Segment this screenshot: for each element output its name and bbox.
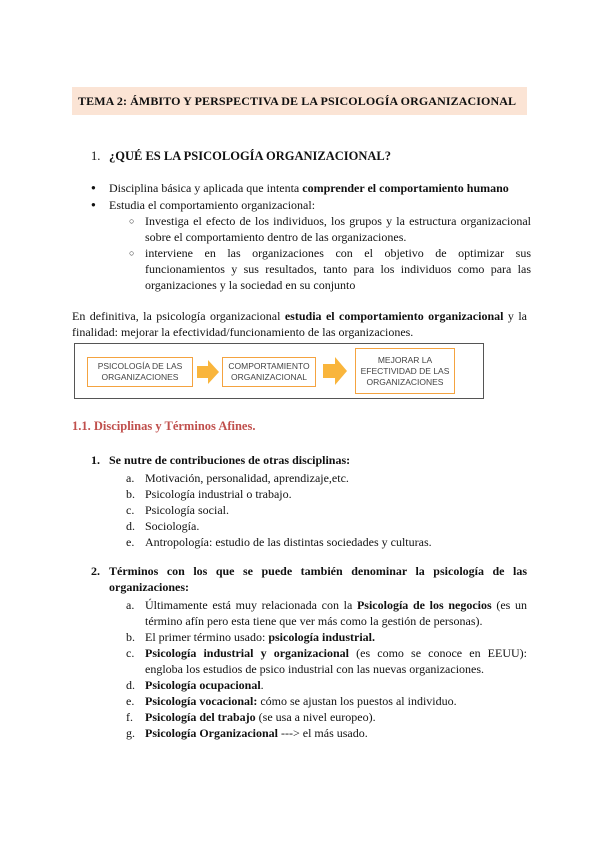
item-letter: d. [126,678,135,692]
item-bold: psicología industrial. [268,630,375,644]
flow-diagram [74,343,484,399]
sub-bullets [109,213,531,293]
list-item [109,470,527,486]
bullet-2-text: Estudia el comportamiento organizacional: [109,198,316,212]
list-item [91,563,527,741]
arrow-right-icon [323,357,347,385]
sub-bullet-item: ○ interviene en las organizaciones con el objetivo de optimizar sus funcionamientos y sus resultados, tanto para los individuos como para las organizaciones y la sociedad en su conjunto [109,245,531,293]
bullet-1-text: Disciplina básica y aplicada que intenta [109,181,303,195]
paragraph-text-2: y la finalidad: mejorar la efectividad/funcionamiento de las organizaciones. [72,309,527,339]
sub-bullet-item: ○ Investiga el efecto de los individuos, los grupos y la estructura organizacional sobre el comportamiento dentro de las organizaciones. [109,213,531,245]
item-letter: f. [126,710,133,724]
bullet-item [91,197,531,293]
item-letter: b. [126,630,135,644]
item-letter: e. [126,694,135,708]
section-1-bullets [91,180,531,294]
section-1-heading [91,148,391,164]
section-1-title: ¿QUÉ ES LA PSICOLOGÍA ORGANIZACIONAL? [109,149,392,163]
item-text: Sociología. [145,519,200,533]
list-1-lead: Se nutre de contribuciones de otras disciplinas: [109,453,351,467]
list-item [109,677,527,693]
section-1-number: 1. [91,149,101,163]
list-disciplines [91,452,527,550]
item-text: ---> el más usado. [278,726,368,740]
item-text: El primer término usado: [145,630,269,644]
item-bold: Psicología de los negocios [356,598,492,612]
item-text: Psicología industrial o trabajo. [145,487,292,501]
diagram-box-3: MEJORAR LA EFECTIVIDAD DE LAS ORGANIZACIONES [355,348,455,394]
list-item [109,486,527,502]
item-letter: g. [126,726,135,740]
list-item [109,709,527,725]
diagram-box-1: PSICOLOGÍA DE LAS ORGANIZACIONES [87,357,193,387]
list-item [91,452,527,550]
list-2-items [109,597,527,741]
item-text: Últimamente está muy relacionada con la [145,598,357,612]
list-terms [91,563,527,741]
list-1-number: 1. [91,453,100,467]
document-title: TEMA 2: ÁMBITO Y PERSPECTIVA DE LA PSICOLOGÍA ORGANIZACIONAL [72,87,527,115]
item-letter: d. [126,519,135,533]
item-text: . [260,678,264,692]
bullet-item [91,180,531,196]
list-item [109,502,527,518]
list-item [109,645,527,677]
item-text: Psicología social. [145,503,229,517]
list-item [109,518,527,534]
arrow-right-icon [197,360,219,384]
paragraph-text-1: En definitiva, la psicología organizacional [72,309,285,323]
item-text: Motivación, personalidad, aprendizaje,etc. [145,471,349,485]
item-bold: Psicología industrial y organizacional [145,646,350,660]
summary-paragraph [72,308,527,340]
item-text: (es un término afín pero esta tiene que ver más como la gestión de personas). [145,598,527,628]
item-letter: e. [126,535,135,549]
item-bold: Psicología del trabajo [145,710,256,724]
list-item [109,693,527,709]
list-item [109,629,527,645]
item-letter: c. [126,646,135,660]
item-letter: c. [126,503,135,517]
bullet-1-bold: comprender el comportamiento humano [302,181,509,195]
item-text: Antropología: estudio de las distintas sociedades y culturas. [145,535,432,549]
list-2-lead: Términos con los que se puede también denominar la psicología de las organizaciones: [109,564,527,594]
item-letter: b. [126,487,135,501]
paragraph-bold: estudia el comportamiento organizacional [284,309,504,323]
item-text: (se usa a nivel europeo). [255,710,376,724]
list-1-items [109,470,527,550]
item-letter: a. [126,471,135,485]
section-1-1-heading: 1.1. Disciplinas y Términos Afines. [72,419,256,433]
item-bold: Psicología Organizacional [145,726,278,740]
list-item [109,597,527,629]
list-item [109,725,527,741]
diagram-box-2: COMPORTAMIENTO ORGANIZACIONAL [222,357,316,387]
item-bold: Psicología vocacional: [145,694,258,708]
list-item [109,534,527,550]
item-letter: a. [126,598,135,612]
item-text: cómo se ajustan los puestos al individuo. [257,694,457,708]
list-2-number: 2. [91,564,100,578]
item-text: (es como se conoce en EEUU): engloba los estudios de psico industrial con las nuevas organizaciones. [145,646,528,676]
item-bold: Psicología ocupacional [145,678,261,692]
